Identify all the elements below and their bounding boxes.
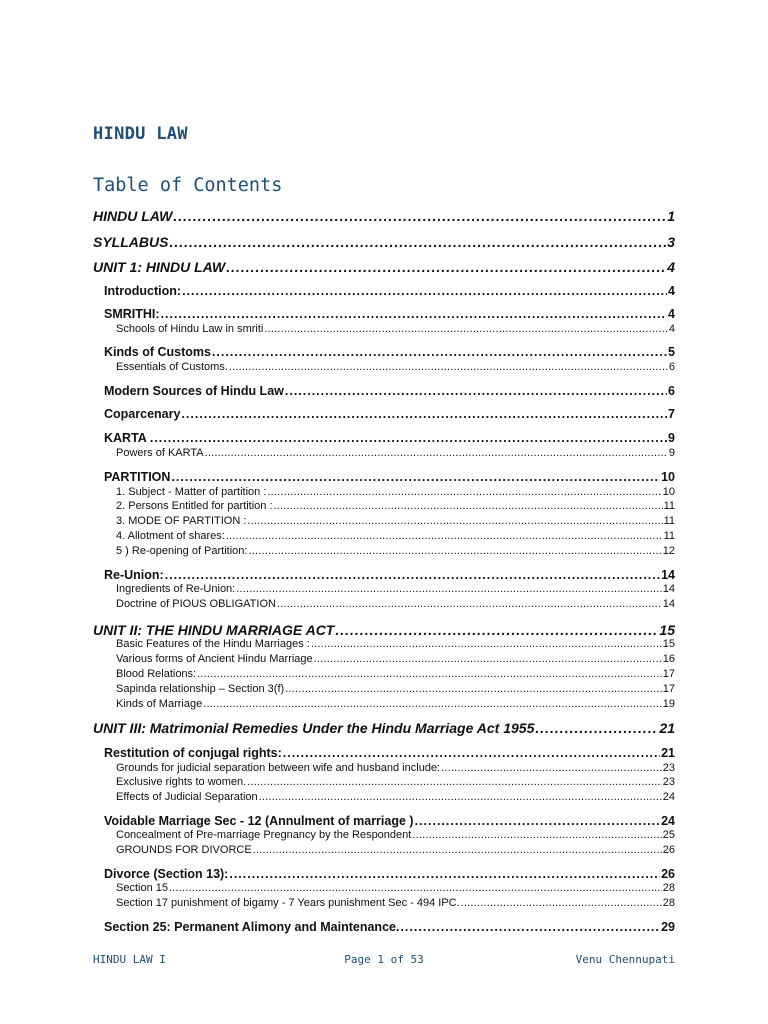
toc-entry-page: 26	[662, 844, 675, 856]
toc-entry-label: Various forms of Ancient Hindu Marriage	[116, 653, 313, 665]
toc-entry-label: Ingredients of Re-Union:	[116, 583, 236, 595]
toc-dot-leader	[212, 345, 667, 359]
toc-entry-page: 16	[662, 653, 675, 665]
toc-entry[interactable]	[116, 545, 675, 557]
toc-entry-page: 17	[662, 668, 675, 680]
toc-entry-label: Doctrine of PIOUS OBLIGATION	[116, 598, 276, 610]
toc-dot-leader	[197, 668, 662, 680]
toc-dot-leader	[264, 323, 668, 335]
toc-entry-label: Divorce (Section 13):	[104, 867, 229, 881]
toc-entry-page: 25	[662, 829, 675, 841]
footer-left: HINDU LAW I	[93, 953, 166, 966]
toc-dot-leader	[169, 234, 666, 250]
toc-entry[interactable]	[116, 683, 675, 695]
toc-entry-label: Blood Relations:	[116, 668, 197, 680]
toc-entry[interactable]	[104, 384, 675, 398]
toc-entry[interactable]	[116, 762, 675, 774]
toc-entry-label: GROUNDS FOR DIVORCE	[116, 844, 252, 856]
toc-dot-leader	[173, 208, 666, 224]
toc-entry[interactable]	[116, 361, 675, 373]
toc-entry[interactable]	[104, 920, 675, 934]
toc-entry-page: 4	[668, 284, 675, 298]
toc-entry-page: 11	[663, 530, 675, 542]
footer-page-number: Page 1 of 53	[344, 953, 424, 966]
toc-entry-label: Modern Sources of Hindu Law	[104, 384, 284, 398]
toc-entry-page: 26	[661, 867, 675, 881]
toc-entry[interactable]	[116, 447, 675, 459]
toc-dot-leader	[253, 844, 662, 856]
toc-dot-leader	[267, 486, 661, 498]
toc-dot-leader	[314, 653, 662, 665]
toc-entry-page: 4	[668, 323, 675, 335]
toc-entry-label: Exclusive rights to women.	[116, 776, 247, 788]
toc-dot-leader	[412, 829, 661, 841]
toc-dot-leader	[259, 791, 662, 803]
toc-entry-page: 24	[662, 791, 675, 803]
toc-entry-page: 10	[661, 470, 675, 484]
toc-entry-page: 15	[662, 638, 675, 650]
toc-dot-leader	[229, 361, 668, 373]
toc-entry-label: Basic Features of the Hindu Marriages :	[116, 638, 310, 650]
toc-entry-page: 15	[659, 622, 675, 638]
document-title: HINDU LAW	[93, 124, 188, 144]
toc-entry[interactable]	[104, 746, 675, 760]
toc-entry[interactable]	[93, 720, 675, 736]
toc-entry[interactable]	[93, 622, 675, 638]
toc-entry-label: Kinds of Marriage	[116, 698, 203, 710]
toc-entry[interactable]	[116, 829, 675, 841]
toc-entry-page: 19	[662, 698, 675, 710]
toc-entry[interactable]	[116, 698, 675, 710]
toc-entry-page: 14	[662, 598, 675, 610]
toc-dot-leader	[400, 920, 660, 934]
toc-entry-page: 21	[659, 720, 675, 736]
toc-entry-label: Kinds of Customs	[104, 345, 211, 359]
toc-dot-leader	[182, 284, 667, 298]
toc-entry-label: UNIT II: THE HINDU MARRIAGE ACT	[93, 622, 335, 638]
toc-entry[interactable]	[104, 568, 675, 582]
toc-entry-label: 2. Persons Entitled for partition :	[116, 500, 273, 512]
toc-entry[interactable]	[104, 307, 675, 321]
toc-entry[interactable]	[116, 323, 675, 335]
toc-entry[interactable]	[116, 897, 675, 909]
toc-dot-leader	[247, 776, 662, 788]
toc-dot-leader	[229, 867, 660, 881]
toc-entry-label: 1. Subject - Matter of partition :	[116, 486, 267, 498]
toc-dot-leader	[274, 500, 663, 512]
toc-dot-leader	[461, 897, 662, 909]
toc-entry[interactable]	[104, 407, 675, 421]
toc-entry[interactable]	[104, 470, 675, 484]
toc-entry-page: 4	[668, 307, 675, 321]
toc-entry-page: 28	[662, 882, 675, 894]
toc-entry-page: 14	[661, 568, 675, 582]
toc-entry-page: 11	[663, 515, 675, 527]
toc-entry[interactable]	[116, 791, 675, 803]
toc-entry-label: Voidable Marriage Sec - 12 (Annulment of marriage )	[104, 814, 414, 828]
toc-dot-leader	[283, 746, 660, 760]
toc-entry-label: Section 17 punishment of bigamy - 7 Years punishment Sec - 494 IPC.	[116, 897, 460, 909]
toc-entry-page: 6	[668, 361, 675, 373]
toc-entry[interactable]	[104, 867, 675, 881]
toc-dot-leader	[171, 470, 660, 484]
toc-entry[interactable]	[116, 653, 675, 665]
toc-entry-label: Grounds for judicial separation between wife and husband include:	[116, 762, 441, 774]
toc-entry[interactable]	[116, 598, 675, 610]
toc-entry[interactable]	[104, 814, 675, 828]
toc-entry[interactable]	[116, 500, 675, 512]
footer-author: Venu Chennupati	[575, 953, 675, 966]
toc-entry-page: 10	[662, 486, 675, 498]
toc-dot-leader	[226, 259, 666, 275]
toc-entry-label: UNIT 1: HINDU LAW	[93, 259, 226, 275]
toc-dot-leader	[277, 598, 662, 610]
toc-entry[interactable]	[116, 583, 675, 595]
toc-entry-page: 5	[668, 345, 675, 359]
toc-dot-leader	[247, 515, 662, 527]
toc-dot-leader	[154, 431, 667, 445]
toc-entry-label: Effects of Judicial Separation	[116, 791, 258, 803]
toc-entry-label: 4. Allotment of shares:	[116, 530, 225, 542]
toc-entry-label: Coparcenary	[104, 407, 181, 421]
toc-entry-label: HINDU LAW	[93, 208, 173, 224]
toc-entry-page: 14	[662, 583, 675, 595]
toc-entry[interactable]	[93, 234, 675, 250]
toc-entry-label: Introduction:	[104, 284, 182, 298]
toc-entry-label: Sapinda relationship – Section 3(f)	[116, 683, 285, 695]
toc-entry-label: Powers of KARTA	[116, 447, 204, 459]
toc-dot-leader	[535, 720, 658, 736]
toc-entry-label: 5 ) Re-opening of Partition:	[116, 545, 248, 557]
toc-entry-label: Restitution of conjugal rights:	[104, 746, 282, 760]
toc-dot-leader	[165, 568, 660, 582]
toc-dot-leader	[205, 447, 668, 459]
toc-entry-label: Schools of Hindu Law in smriti	[116, 323, 264, 335]
toc-entry[interactable]	[116, 882, 675, 894]
toc-entry-label: SMRITHI:	[104, 307, 160, 321]
toc-dot-leader	[335, 622, 658, 638]
toc-entry-label: Concealment of Pre-marriage Pregnancy by the Respondent	[116, 829, 412, 841]
toc-dot-leader	[285, 683, 662, 695]
toc-entry[interactable]	[116, 776, 675, 788]
toc-entry-page: 28	[662, 897, 675, 909]
toc-entry-label: SYLLABUS	[93, 234, 169, 250]
toc-entry-label: Section 15	[116, 882, 168, 894]
toc-entry-label: PARTITION	[104, 470, 171, 484]
toc-dot-leader	[161, 307, 667, 321]
toc-dot-leader	[415, 814, 661, 828]
toc-entry[interactable]	[104, 431, 675, 445]
toc-entry-label: Section 25: Permanent Alimony and Maintenance.	[104, 920, 400, 934]
toc-entry-label: 3. MODE OF PARTITION :	[116, 515, 247, 527]
toc-entry-page: 12	[662, 545, 675, 557]
toc-entry-page: 1	[667, 208, 675, 224]
toc-entry-label: Essentials of Customs.	[116, 361, 228, 373]
toc-dot-leader	[169, 882, 662, 894]
toc-entry-label: UNIT III: Matrimonial Remedies Under the Hindu Marriage Act 1955	[93, 720, 535, 736]
toc-entry-page: 23	[662, 762, 675, 774]
toc-entry-page: 11	[663, 500, 675, 512]
toc-entry[interactable]	[104, 345, 675, 359]
toc-entry-page: 21	[661, 746, 675, 760]
toc-heading: Table of Contents	[93, 175, 283, 196]
toc-entry[interactable]	[116, 844, 675, 856]
toc-dot-leader	[181, 407, 667, 421]
toc-dot-leader	[248, 545, 661, 557]
toc-entry-label: KARTA .	[104, 431, 154, 445]
toc-entry[interactable]	[93, 208, 675, 224]
toc-entry-page: 17	[662, 683, 675, 695]
toc-entry[interactable]	[116, 530, 675, 542]
toc-entry-page: 23	[662, 776, 675, 788]
toc-entry-page: 3	[667, 234, 675, 250]
toc-dot-leader	[236, 583, 662, 595]
toc-dot-leader	[226, 530, 663, 542]
toc-entry[interactable]	[93, 259, 675, 275]
toc-dot-leader	[285, 384, 667, 398]
toc-dot-leader	[441, 762, 662, 774]
toc-entry[interactable]	[116, 486, 675, 498]
toc-entry-page: 29	[661, 920, 675, 934]
toc-entry-page: 6	[668, 384, 675, 398]
toc-dot-leader	[203, 698, 662, 710]
toc-entry[interactable]	[104, 284, 675, 298]
toc-entry-page: 24	[661, 814, 675, 828]
toc-entry-page: 9	[668, 431, 675, 445]
toc-entry[interactable]	[116, 515, 675, 527]
toc-entry[interactable]	[116, 668, 675, 680]
toc-dot-leader	[311, 638, 662, 650]
toc-entry-page: 7	[668, 407, 675, 421]
toc-entry-page: 4	[667, 259, 675, 275]
toc-entry[interactable]	[116, 638, 675, 650]
toc-entry-page: 9	[668, 447, 675, 459]
toc-entry-label: Re-Union:	[104, 568, 164, 582]
